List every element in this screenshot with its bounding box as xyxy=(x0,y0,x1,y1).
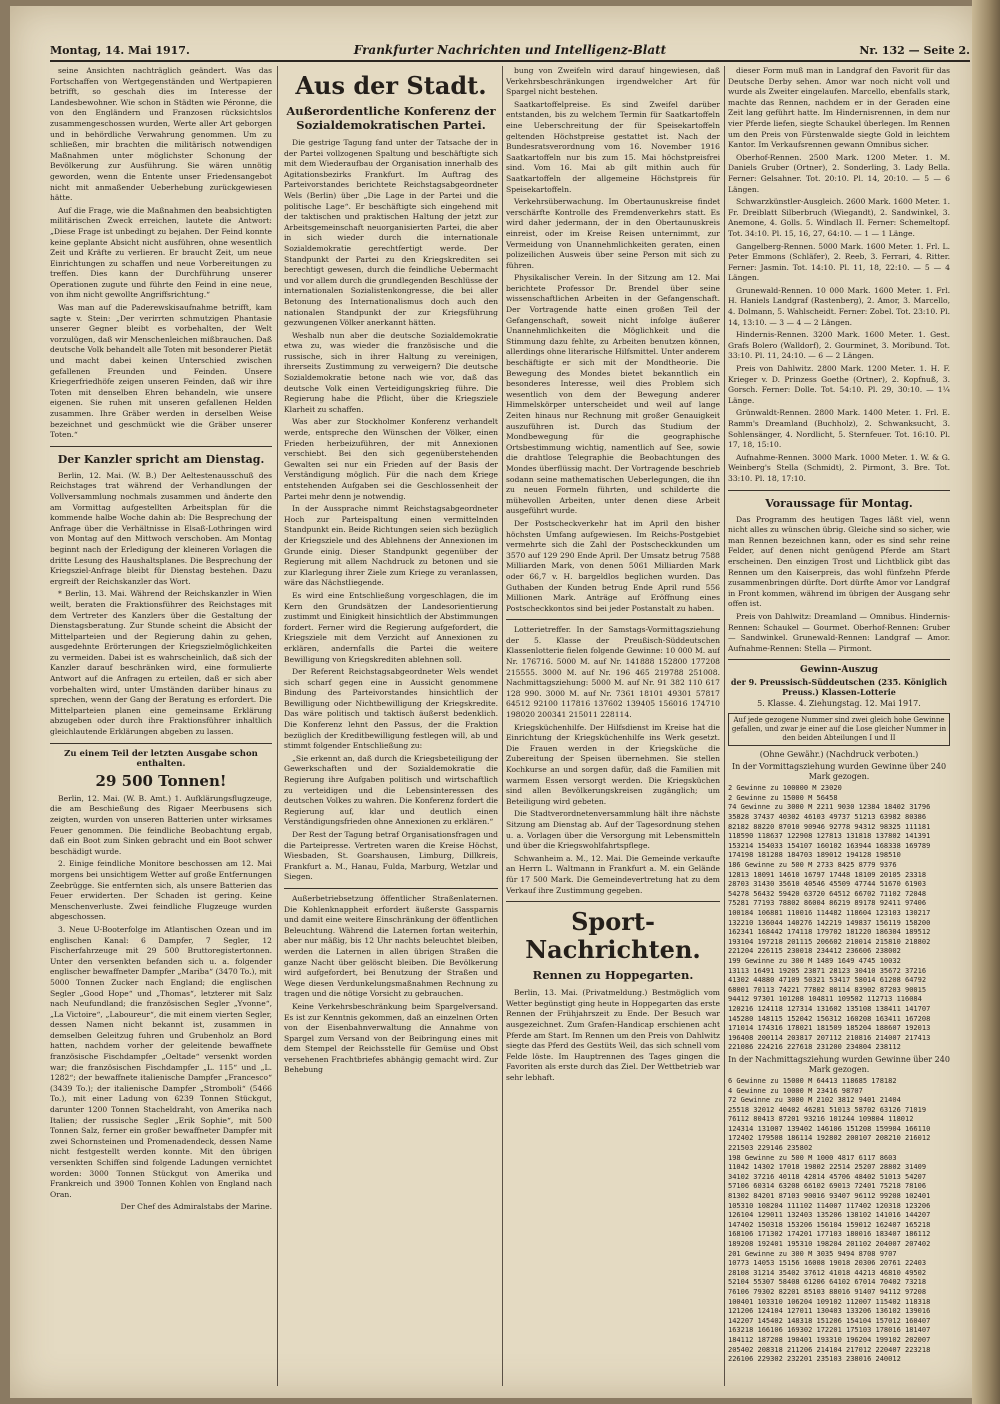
article-paragraph: „Sie erkennt an, daß durch die Kriegsbeteiligung der Gewerkschaften und der Sozialdemokratie die Regierung ihre Aufgaben politisch und wirtschaftlich zu verteidigen und die Lebensinteressen des deutschen Volkes zu wahren. Die Konferenz fordert die Regierung auf, klar und deutlich einen Verständigungsfrieden ohne Annexionen zu erklären.“ xyxy=(284,753,498,827)
article-paragraph: Keine Verkehrsbeschränkung beim Spargelversand. Es ist zur Kenntnis gekommen, daß an einzelnen Orten von der Eisenbahnverwaltung die Annahme von Spargel zum Versand von der Beibringung eines mit dem Stempel der Reichsstelle für Gemüse und Obst versehenen Frachtbriefes abhängig gemacht wird. Zur Behebung xyxy=(284,1001,498,1075)
article-paragraph: Berlin, 12. Mai. (W. B. Amt.) 1. Aufklärungsflugzeuge, die am Beschießung des Rigaer Meerbusens sich zeigten, wurden von unseren Batterien unter wirksames Feuer genommen. Die feindliche Beobachtung ergab, daß ein Boot zum Sinken gebracht und ein Boot schwer beschädigt wurde. xyxy=(50,793,272,856)
article-paragraph: Physikalischer Verein. In der Sitzung am 12. Mai berichtete Professor Dr. Brendel über seine wissenschaftlichen Arbeiten in der Gefangenschaft. Der Vortragende hatte einen großen Teil der Gefangenschaft, soweit nicht infolge äußerer Unannehmlichkeiten die Möglichkeit und die Stimmung dazu fehlte, zu Arbeiten benutzen können, allerdings ohne literarische Hilfsmittel. Unter anderem beschäftigte er sich mit der Mondtheorie. Die Bewegung des Mondes bietet bekanntlich ein besonderes Interesse, weil dies Problem sich wesentlich von dem der Bewegung anderer Himmelskörper unterscheidet und weil auf lange Zeiten hinaus nur Rechnung mit großer Genauigkeit auszuführen ist. Durch das Studium der Mondbewegung für die geographische Ortsbestimmung wichtig, namentlich auf See, sowie die drahtlose Telegraphie die Beobachtungen des Mondes überflüssig macht. Der Vortragende beschrieb sodann seine mathematischen Ueberlegungen, die ihn zu neuen Formeln führten, und schilderte die mühevollen Arbeiten, unter denen diese Arbeit ausgeführt wurde. xyxy=(506,273,720,516)
race-result: Hindernis-Rennen. 3200 Mark. 1600 Meter. 1. Gest. Grafs Bolero (Walldorf), 2. Gourminet, 3. Moribund. Tot. 33:10. Pl. 11, 24:10. — 6 — 2 Längen. xyxy=(728,330,950,361)
divider xyxy=(50,743,272,744)
article-paragraph: Außerbetriebsetzung öffentlicher Straßenlaternen. Die Kohlenknappheit erfordert äußerste Gassparnis und damit eine weitere Einschränkung der öffentlichen Beleuchtung. Während die Laternen fortan weiterhin, aber nur mäßig, bis 12 Uhr nachts beleuchtet bleiben, werden die Laternen in allen übrigen Straßen die ganze Nacht über gelöscht bleiben. Die Bevölkerung wird aufgefordert, bei Benutzung der Straßen und Wege diesen Verdunkelungsmaßnahmen Rechnung zu tragen und die nötige Vorsicht zu gebrauchen. xyxy=(284,893,498,999)
lottery-title: Gewinn-Auszug xyxy=(800,665,878,676)
divider xyxy=(728,490,950,491)
article-paragraph: In der Aussprache nimmt Reichstagsabgeordneter Hoch zur Parteispaltung einen vermittelnden Standpunkt ein. Beide Richtungen seien sich bezüglich der Kriegsziele und des Ablehnens der Annexionen im Grunde einig. Dieser Standpunkt gegenüber der Regierung mit allem Nachdruck zu betonen und sie zur Klarlegung ihrer Ziele zum Kriege zu veranlassen, wäre das Nächstliegende. xyxy=(284,504,498,588)
race-result: Gangelberg-Rennen. 5000 Mark. 1600 Meter. 1. Frl. L. Peter Emmons (Schläfer), 2. Reeb, 3. Ferrari, 4. Ritter. Ferner: Jasmin. Tot. 14:10. Pl. 11, 18, 22:10. — 5 — 4 Längen. xyxy=(728,241,950,283)
race-result: Grunewald-Rennen. 10 000 Mark. 1600 Meter. 1. Frl. H. Haniels Landgraf (Rastenberg), 2. Amor, 3. Marcello, 4. Dolmann, 5. Wahlscheidt. Ferner: Zobel. Tot. 23:10. Pl. 14, 13:10. — 3 — 4 — 2 Längen. xyxy=(728,285,950,327)
headline-hoppegarten: Rennen zu Hoppegarten. xyxy=(532,968,694,983)
article-paragraph: Die gestrige Tagung fand unter der Tatsache der in der Partei vollzogenen Spaltung und beschäftigte sich mit dem Wiederaufbau der Organisation innerhalb des Agitationsbezirks Frankfurt. Im Auftrag des Parteivorstandes berichtete Reichstagsabgeordneter Wels (Berlin) über „Die Lage in der Partei und die politische Lage“. Er beschäftigte sich eingehend mit der taktischen und praktischen Haltung der jetzt zur Arbeitsgemeinschaft neuorganisierten Partei, die aber in sich wieder durch die internationale Sozialdemokratie gerechtfertigt werde. Der Standpunkt der Partei zu den Kriegskrediten sei berechtigt gewesen, durch die feindliche Uebermacht und vor allem durch die grundlegenden Beschlüsse der internationalen Sozialistenkongresse, die bei aller Betonung des Internationalismus doch auch den nationalen Standpunkt der zur Kriegsführung gezwungenen Völker anerkannt hätten. xyxy=(284,138,498,328)
lottery-meta: 5. Klasse. 4. Ziehungstag. 12. Mai 1917. xyxy=(757,699,921,709)
article-paragraph: Die Stadtverordnetenversammlung hält ihre nächste Sitzung am Dienstag ab. Auf der Tagesordnung stehen u. a. Vorlagen über die Versorgung mit Lebensmitteln und über die Kriegswohlfahrtspflege. xyxy=(506,809,720,851)
lottery-disclaimer: (Ohne Gewähr.) (Nachdruck verboten.) xyxy=(759,750,919,760)
article-paragraph: Berlin, 12. Mai. (W. B.) Der Aeltestenausschuß des Reichstages trat während der Verhandlungen der Vollversammlung nochmals zusammen und änderte den am Vormittag aufgestellten Arbeitsplan für die kommende halbe Woche dahin ab: Die Besprechung der Anfrage über die Verhältnisse in Elsaß-Lothringen wird von Montag auf den Mittwoch verschoben. Am Montag beginnt nach der Erledigung der kleineren Vorlagen die dritte Lesung des Haushaltsplanes. Die Besprechung der Kriegsziel-Anfrage bleibt für Dienstag bestehen. Dazu ergreift der Reichskanzler das Wort. xyxy=(50,470,272,586)
article-paragraph: Berlin, 13. Mai. (Privatmeldung.) Bestmöglich vom Wetter begünstigt ging heute in Hoppegarten das erste Rennen der Frühjahrszeit zu Ende. Der Besuch war ausgezeichnet. Zum Grafen-Handicap erschienen acht Pferde am Start. Im Rennen um den Preis von Dahlwitz siegte das Pferd des Gestüts Weil, das sich schnell vom Felde löste. Im Hauptrennen des Tages gingen die Favoriten als erste durch das Ziel. Der Wettbetrieb war sehr lebhaft. xyxy=(506,988,720,1082)
lottery-numbers-morning: 2 Gewinne zu 100000 M 23020 2 Gewinne zu 15000 M 56458 74 Gewinne zu 3000 M 2211 9030 12384 18402 31796 35828 37437 40302 46103 49737 51213 63982 80386 82182 88220 87010 90946 92778 94312 98325 111181 118590 118637 122908 127813 131818 137802 141391 153214 154033 154107 160102 163944 168338 169789 174198 181288 184703 189012 194128 198510 186 Gewinne zu 500 M 2733 8425 8779 9376 12813 18091 14610 16797 17448 18109 20105 23318 28703 31430 35610 40546 45509 47744 51670 61903 54278 56432 59420 63720 64512 66702 71102 72048 75281 77193 78802 86004 86219 89178 92411 97406 100184 106881 110016 114482 118604 123103 130217 132210 136044 140276 142219 149837 156119 158200 162341 168442 174118 179702 181220 186304 189512 193104 197218 201115 206602 210014 215810 218802 221204 226115 230018 234412 236606 238002 199 Gewinne zu 300 M 1489 1649 4745 10032 13113 16491 19205 23871 28123 30410 35672 37216 41302 44880 47109 50321 53417 58014 61208 64792 68001 70113 74221 77802 80114 83902 87203 90015 94412 97301 101208 104811 109502 112713 116084 120216 124118 127314 131602 135108 138411 141707 145280 148115 152042 156312 160208 163411 167208 171014 174316 178021 181509 185204 188607 192013 196408 200114 203817 207112 210816 214007 217413 221086 224216 227618 231200 234804 238112 xyxy=(728,784,931,1052)
article-paragraph: Saatkartoffelpreise. Es sind Zweifel darüber entstanden, bis zu welchem Termin für Saatkartoffeln eine Ueberschreitung der für Speisekartoffeln geltenden Höchstpreise gestattet ist. Nach der Bundesratsverordnung vom 16. November 1916 Saatkartoffeln nur bis zum 15. Mai höchstpreisfrei sind. Vom 16. Mai ab gilt mithin auch für Saatkartoffeln der allgemeine Höchstpreis für Speisekartoffeln. xyxy=(506,99,720,194)
lottery-note: Auf jede gezogene Nummer sind zwei gleich hohe Gewinne gefallen, und zwar je einer auf die Lose gleicher Nummer in den beiden Abteilungen I und II xyxy=(728,713,950,746)
headline-konferenz: Außerordentliche Konferenz der Sozialdemokratischen Partei. xyxy=(286,104,496,132)
headline-tonnen: 29 500 Tonnen! xyxy=(95,771,227,790)
column-4 xyxy=(728,66,950,1386)
article-paragraph: Lotterietreffer. In der Samstags-Vormittagsziehung der 5. Klasse der Preußisch-Süddeutschen Klassenlotterie fielen folgende Gewinne: 10 000 M. auf Nr. 176716. 5000 M. auf Nr. 141888 152800 177208 215555. 3000 M. auf Nr. 196 465 219788 251008. Nachmittagsziehung: 5000 M. auf Nr. 91 382 110 617 128 990. 3000 M. auf Nr. 7361 18101 49301 57817 64512 92100 117816 137602 139405 156016 174710 198020 200341 215011 228114. xyxy=(506,625,720,720)
column-rule xyxy=(502,66,503,1386)
lottery-nachmittag-head: In der Nachmittagsziehung wurden Gewinne über 240 Mark gezogen. xyxy=(728,1054,950,1074)
article-paragraph: Auf die Frage, wie die Maßnahmen den beabsichtigten militärischen Zweck erreichen, lautete die Antwort: „Diese Frage ist unbedingt zu bejahen. Der Feind konnte keine geplante Absicht nicht ausführen, ohne wesentlich Zeit und Kräfte zu verlieren. Er braucht Zeit, um neue Einrichtungen zu schaffen und neue Vorbereitungen zu treffen. Dies kann der Durchführung unserer Operationen zugute und führte den Feind in eine neue, von ihm nicht gewollte Angriffsrichtung.“ xyxy=(50,205,272,300)
article-paragraph: Der Referent Reichstagsabgeordneter Wels wendet sich scharf gegen eine in Aussicht genommene Bindung des Parteivorstandes hinsichtlich der Bewilligung oder Nichtbewilligung der Kriegskredite. Das wäre politisch und taktisch äußerst bedenklich. Die Konferenz lehnt den Passus, der die Fraktion bezüglich der Kreditbewilligung festlegen will, ab und stimmt folgender Entschließung zu: xyxy=(284,667,498,751)
lottery-numbers-afternoon: 6 Gewinne zu 15000 M 64413 118685 178182 4 Gewinne zu 10000 M 23416 98707 72 Gewinne zu 3000 M 2102 3812 9401 21404 25518 32012 40402 46281 51013 58702 63126 71019 76112 80413 87201 93216 101244 109804 118012 124314 131007 139402 146106 151208 159904 166110 172402 179508 186114 192802 200107 208210 216012 221503 229146 235802 198 Gewinne zu 500 M 1000 4817 6117 8603 11042 14302 17018 19802 22514 25207 28802 31409 34102 37216 40118 42814 45706 48402 51013 54207 57106 60314 63208 66102 69013 72401 75218 78106 81302 84201 87103 90016 93407 96112 99208 102401 105310 108204 111102 114007 117402 120318 123206 126104 129011 132403 135206 138102 141016 144207 147402 150318 153206 156104 159012 162407 165218 168106 171302 174201 177103 180016 183407 186112 189208 192401 195310 198204 201102 204007 207402 xyxy=(728,1076,931,1248)
signature: Der Chef des Admiralstabs der Marine. xyxy=(120,1202,272,1212)
article-paragraph: Der Rest der Tagung betraf Organisationsfragen und die Parteipresse. Vertreten waren die Kreise Höchst, Wiesbaden, St. Goarshausen, Limburg, Dillkreis, Frankfurt a. M., Hanau, Fulda, Marburg, Wetzlar und Siegen. xyxy=(284,830,498,882)
divider xyxy=(728,659,950,660)
article-paragraph: Kriegsküchenhilfe. Der Hilfsdienst im Kreise hat die Einrichtung der Kriegsküchenhilfe ins Werk gesetzt. Die Frauen werden in der Kriegsküche die Zubereitung der Speisen übernehmen. Sie stellen Kochkurse an und sorgen dafür, daß die Familien mit warmem Essen versorgt werden. Die Kriegsküchen sind allen Bevölkerungskreisen zugänglich; um Beteiligung wird gebeten. xyxy=(506,722,720,806)
article-paragraph: Weshalb nun aber die deutsche Sozialdemokratie etwa zu, was wieder die französische und die russische, sich in ihrer Haltung zu vereinigen, ihrerseits Zustimmung zu verweigern? Die deutsche Sozialdemokratie betone nach wie vor, daß das deutsche Volk einen Verteidigungskrieg führe. Die Regierung habe die Pflicht, über die Kriegsziele Klarheit zu schaffen. xyxy=(284,330,498,414)
lottery-vormittag-head: In der Vormittagsziehung wurden Gewinne über 240 Mark gezogen. xyxy=(731,762,947,782)
issue-date: Montag, 14. Mai 1917. xyxy=(50,44,190,57)
divider xyxy=(50,446,272,447)
article-paragraph: * Berlin, 13. Mai. Während der Reichskanzler in Wien weilt, beraten die Fraktionsführer des Reichstages mit dem Vertreter des Kanzlers über die Gestaltung der Dienstagsberatung. Zur Stunde scheint die Absicht der Mittelparteien und der Regierung dahin zu gehen, ausgedehnte Erörterungen der Kriegszielmöglichkeiten zu vermeiden. Dabei ist es wahrscheinlich, daß sich der Kanzler darauf beschränken wird, eine formulierte Antwort auf die Anfragen zu erteilen, daß er sich aber vorbehalten wird, unter Umständen darüber hinaus zu sprechen, wenn der Gang der Beratung es erfordert. Die Mittelparteien planen eine gemeinsame Erklärung abzugeben oder durch ihre Fraktionsführer inhaltlich gleichlautende Erklärungen abgeben zu lassen. xyxy=(50,589,272,737)
race-result: Preis von Dahlwitz. 2800 Mark. 1200 Meter. 1. H. F. Krieger v. D. Prinzess Goethe (Ortner), 2. Kopfnuß, 3. Gorsch. Ferner: Dolle. Tot. 54:10. Pl. 29, 30:10. — 1¼ Länge. xyxy=(728,364,950,405)
lottery-numbers-afternoon-300: 201 Gewinne zu 300 M 3035 9494 8708 9707 10773 14053 15156 16008 19018 20306 20761 22403 28108 31214 35402 37612 41018 44213 46810 49502 52104 55307 58408 61206 64102 67014 70402 73218 76106 79302 82201 85103 88016 91407 94112 97208 100401 103310 106204 109102 112007 115402 118318 121206 124104 127011 130403 133206 136102 139016 142207 145402 148318 151206 154104 157012 160407 163218 166106 169302 172201 175103 178016 181407 184112 187208 190401 193310 196204 199102 202007 205402 208318 211206 214104 217012 220407 223218 226106 229302 232201 235103 238016 240012 xyxy=(728,1249,931,1364)
race-result: Aufnahme-Rennen. 3000 Mark. 1000 Meter. 1. W. & G. Weinberg's Stella (Schmidt), 2. Pirmont, 3. Bre. Tot. 33:10. Pl. 18, 17:10. xyxy=(728,452,950,483)
article-paragraph: 3. Neue U-Booterfolge im Atlantischen Ozean und im englischen Kanal: 6 Dampfer, 7 Segler, 12 Fischerfahrzeuge mit 29 500 Bruttoregistertonnen. Unter den versenkten befanden sich u. a. folgender englischer bewaffneter Dampfer „Mariba“ (3470 To.), mit 5000 Tonnen Zucker nach England; die englischen Segler „Good Hope“ und „Thomas“, letzterer mit Salz nach Neufundland; die französischen Segler „Yvonne“, „La Victoire“, „Laboureur“, die mit einem vierten Segler, dessen Namen nicht bekannt ist, zusammen in demselben Geleitzug fuhren und Grubenholz an Bord hatten, nachdem vorher der geleitende bewaffnete französische Fischdampfer „Oeltade“ versenkt worden war; die französischen Fischdampfer „L. 115“ und „L. 1282“; der bewaffnete italienische Dampfer „Francesco“ (3439 To.); der italienische Dampfer „Stromboli“ (5466 To.), mit einer Ladung von 6239 Tonnen Stückgut, darunter 1200 Tonnen Stacheldraht, von Amerika nach Italien; der russische Segler „Erik Sophie“, mit 500 Tonnen Salz, ferner ein großer bewaffneter Dampfer mit zwei Schornsteinen und Promenadendeck, dessen Name nicht festgestellt werden konnte. Mit den übrigen versenkten Schiffen sind folgende Ladungen vernichtet worden: 3000 Tonnen Stückgut von Amerika und Frankreich und 3900 Tonnen Kohlen von England nach Oran. xyxy=(50,924,272,1199)
headline-kanzler: Der Kanzler spricht am Dienstag. xyxy=(57,452,265,466)
race-result: Schwarzkünstler-Ausgleich. 2600 Mark. 1600 Meter. 1. Fr. Dreiblatt Silberbruch (Wiegandt), 2. Sandwinkel, 3. Anemone, 4. Golls. 5. Windlach II. Ferner: Schemeltopf. Tot. 34:10. Pl. 15, 16, 27, 64:10. — 1 — 1 Länge. xyxy=(728,197,950,238)
article-paragraph: Verkehrsüberwachung. Im Obertaunuskreise findet verschärfte Kontrolle des Fremdenverkehrs statt. Es wird daher jedermann, der in den Obertaunuskreis einreist, oder im Kreise Reisen unternimmt, zur Vermeidung von Unannehmlichkeiten geraten, einen polizeilichen Ausweis über seine Person mit sich zu führen. xyxy=(506,197,720,270)
article-paragraph: Was man auf die Paderewskisaufnahme betrifft, kam sagte v. Stein: „Der verirrten schmutzigen Phantasie unserer Gegner bleibt es vorbehalten, der Welt vorzulügen, daß wir Menschenleichen mißbrauchen. Daß deutsche Volk behandelt alle Toten mit besonderer Pietät und macht dabei keinen Unterschied zwischen gefallenen Freunden und Feinden. Unsere Kriegerfriedhöfe zeigen unseren Feinden, daß wir ihre Toten mit denselben Ehren behandeln, wie unsere eigenen. Sie ruhen mit unseren gefallenen Helden zusammen. Ihre Gräber werden in derselben Weise bezeichnet und geschmückt wie die Gräber unserer Toten.“ xyxy=(50,303,272,440)
article-paragraph: Preis von Dahlwitz: Dreamland — Omnibus. Hindernis-Rennen: Schaukel — Gourmet. Oberhof-Rennen: Gruber — Sandwinkel. Grunewald-Rennen: Landgraf — Amor. Aufnahme-Rennen: Stella — Pirmont. xyxy=(728,611,950,653)
column-rule xyxy=(724,66,725,1386)
tonnen-intro: Zu einem Teil der letzten Ausgabe schon enthalten. xyxy=(64,748,258,770)
section-title-sport: Sport-Nachrichten. xyxy=(525,907,701,965)
article-paragraph: bung von Zweifeln wird darauf hingewiesen, daß Verkehrsbeschränkungen irgendwelcher Art für Spargel nicht bestehen. xyxy=(506,66,720,97)
column-3 xyxy=(506,66,720,1386)
column-1 xyxy=(50,66,272,1386)
newspaper-title: Frankfurter Nachrichten und Intelligenz-Blatt xyxy=(353,43,667,57)
race-result: Grünwaldt-Rennen. 2800 Mark. 1400 Meter. 1. Frl. E. Ramm's Dreamland (Buchholz), 2. Schwanksucht, 3. Sohlensänger, 4. Nordlicht, 5. Sternfeuer. Tot. 16:10. Pl. 17, 18, 15:10. xyxy=(728,408,950,450)
column-2 xyxy=(284,66,498,1386)
race-result: Oberhof-Rennen. 2500 Mark. 1200 Meter. 1. M. Daniels Gruber (Ortner), 2. Sonderling, 3. Lady Bella. Ferner: Gelsahner. Tot. 20:10. Pl. 14, 20:10. — 5 — 6 Längen. xyxy=(728,152,950,194)
book-spine xyxy=(972,0,1000,1404)
article-paragraph: seine Ansichten nachträglich geändert. Was das Fortschaffen von Wertgegenständen und Wertpapieren betrifft, so geschah dies im Interesse der Landesbewohner. Wie schon in Städten wie Péronne, die von den Engländern und Franzosen rücksichtslos zusammengeschossen wurden, Werte aller Art geborgen und in behördliche Verwahrung genommen. Um zu schließen, mir brachten die militärisch notwendigen Maßnahmen unter möglichster Schonung der Bevölkerung zur Ausführung. Sie wären unnötig geworden, wenn die Entente unser Friedensangebot nicht mit anmaßender Ueberhebung zurückgewiesen hätte. xyxy=(50,66,272,203)
lottery-subtitle: der 9. Preussisch-Süddeutschen (235. Königlich Preuss.) Klassen-Lotterie xyxy=(730,677,948,698)
article-paragraph: dieser Form muß man in Landgraf den Favorit für das Deutsche Derby sehen. Amor war noch nicht voll und wurde als Zweiter eingelaufen. Marcello, ebenfalls stark, machte das Rennen, nachdem er in der Geraden eine Zeit lang geführt hatte. Im Hindernisrennen, in dem nur vier Pferde liefen, siegte Schaukel überlegen. Im Rennen um den Preis von Fürstenwalde siegte Gold in leichtem Kantor. Im Verkaufsrennen gewann Omnibus sicher. xyxy=(728,66,950,150)
article-paragraph: Es wird eine Entschließung vorgeschlagen, die im Kern den Grundsätzen der Landesorientierung zustimmt und Einigkeit hinsichtlich der Abstimmungen fordert. Ferner wird die Regierung aufgefordert, die Kriegsziele mit dem Verzicht auf Annexionen zu erklären, andernfalls die Partei die weitere Bewilligung von Kriegskrediten ablehnen soll. xyxy=(284,590,498,664)
divider xyxy=(506,619,720,620)
issue-number: Nr. 132 — Seite 2. xyxy=(859,44,970,57)
article-paragraph: Das Programm des heutigen Tages läßt viel, wenn nicht alles zu wünschen übrig. Gleiche sind so sicher, wie man Rennen bezeichnen kann, oder es sind sehr reine Felder, auf denen nicht genügend Pferde am Start erscheinen. Den einzigen Trost und Lichtblick gibt das Rennen um den Kaiserpreis, das wohl fünfzehn Pferde zusammenbringen dürfte. Dort dürfte Amor vor Landgraf in Front kommen, während im übrigen der Ausgang sehr offen ist. xyxy=(728,514,950,609)
article-paragraph: 2. Einige feindliche Monitore beschossen am 12. Mai morgens bei unsichtigem Wetter auf große Entfernungen Zeebrügge. Sie entfernten sich, als unsere Batterien das Feuer erwiderten. Der Schaden ist gering. Keine Menschenverluste. Zwei feindliche Flugzeuge wurden abgeschossen. xyxy=(50,859,272,922)
column-rule xyxy=(277,66,278,1386)
masthead xyxy=(50,42,970,62)
newspaper-page xyxy=(10,6,978,1398)
divider xyxy=(284,888,498,889)
article-paragraph: Was aber zur Stockholmer Konferenz verhandelt werde, entspreche den Wünschen der Völker, einen Frieden herbeizuführen, der mit Annexionen verschiebt. Bei den sich gegenüberstehenden Gewalten sei nur ein Frieden auf der Basis der Verständigung möglich. Für die nach dem Kriege entstehenden Aufgaben sei die Geschlossenheit der Partei mehr denn je notwendig. xyxy=(284,417,498,501)
headline-montag: Voraussage für Montag. xyxy=(765,496,913,510)
article-paragraph: Schwanheim a. M., 12. Mai. Die Gemeinde verkaufte an Herrn L. Waltmann in Frankfurt a. M. ein Gelände für 17 500 Mark. Die Gemeindevertretung hat zu dem Verkauf ihre Zustimmung gegeben. xyxy=(506,853,720,895)
divider xyxy=(506,901,720,902)
article-paragraph: Der Postscheckverkehr hat im April den bisher höchsten Umfang aufgewiesen. Im Reichs-Postgebiet vermehrte sich die Zahl der Postscheckkunden um 3570 auf 129 290 Ende April. Der Umsatz betrug 7588 Milliarden Mark, von denen 5061 Milliarden Mark oder 66,7 v. H. bargeldlos beglichen wurden. Das Guthaben der Kunden betrug Ende April rund 556 Millionen Mark. Anträge auf Eröffnung eines Postscheckkontos sind bei jeder Postanstalt zu haben. xyxy=(506,518,720,613)
section-title-stadt: Aus der Stadt. xyxy=(295,71,487,100)
